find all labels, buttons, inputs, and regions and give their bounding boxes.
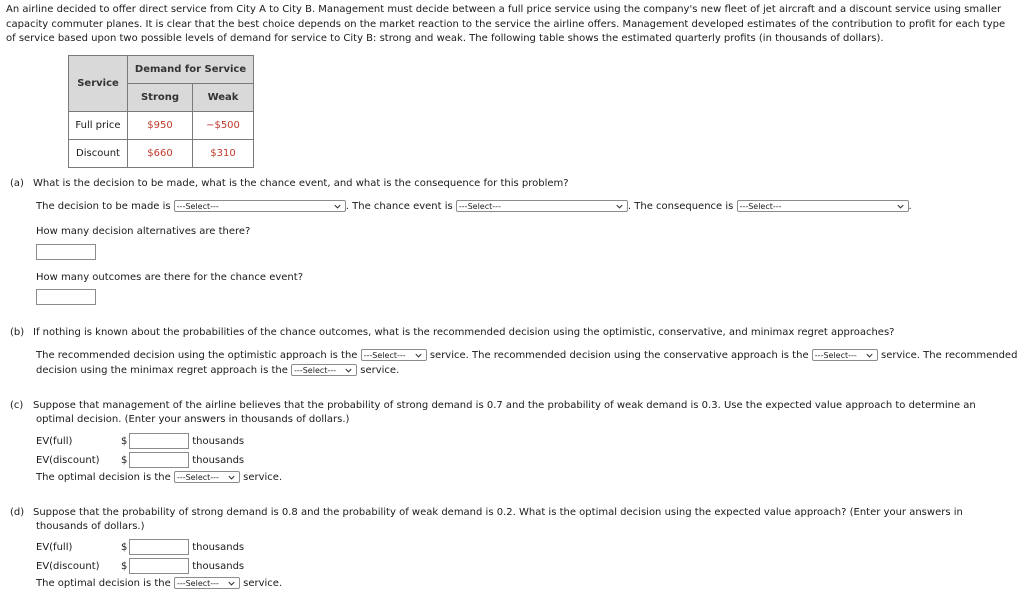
select-value: ---Select---	[176, 579, 219, 588]
chance-event-select[interactable]	[456, 200, 628, 212]
question-label: (d)	[10, 507, 25, 518]
decision-select[interactable]	[174, 200, 346, 212]
ev-full-input[interactable]	[129, 539, 189, 555]
alternatives-question: How many decision alternatives are there?	[36, 226, 251, 237]
conservative-prefix: service. The recommended decision using the conservative approach is the	[429, 350, 809, 361]
select-value: ---Select---	[739, 202, 782, 211]
answer-line-b2	[36, 364, 399, 378]
demand-header: Demand for Service	[128, 56, 254, 84]
optimistic-select[interactable]	[361, 349, 427, 361]
recommended-text: service. The recommended	[880, 350, 1018, 361]
question-text: Suppose that the probability of strong demand is 0.8 and the probability of weak demand is 0.2. What is the optimal decision using the expected value approach? (Enter your answers in	[33, 507, 963, 518]
question-text: What is the decision to be made, what is the chance event, and what is the consequence for this problem?	[33, 178, 569, 189]
minimax-select[interactable]	[291, 364, 357, 376]
outcomes-input[interactable]	[36, 289, 96, 305]
service-header: Service	[69, 56, 128, 112]
unit-label: thousands	[192, 561, 245, 572]
chevron-down-icon	[414, 351, 423, 360]
ev-discount-input[interactable]	[129, 452, 189, 468]
ev-discount-row	[36, 558, 244, 574]
problem-intro: An airline decided to offer direct service from City A to City B. Management must decide between a full price service using the company's new fleet of jet aircraft and a discount service using smaller capacity commuter planes. It is clear that the best choice depends on the market reaction to the service the airline offers. Management developed estimates of the contribution to profit for each type of service based upon two possible levels of demand for service to City B: strong and weak. The following table shows the estimated quarterly profits (in thousands of dollars).	[6, 4, 1006, 44]
answer-line-a	[36, 200, 912, 214]
ev-full-input[interactable]	[129, 433, 189, 449]
optimistic-prefix: The recommended decision using the optimistic approach is the	[36, 350, 358, 361]
sentence-end: .	[908, 201, 912, 212]
optimal-select-c[interactable]	[174, 471, 240, 483]
row-label: Discount	[69, 140, 128, 168]
payoff-table	[68, 55, 254, 168]
chevron-down-icon	[227, 579, 236, 588]
unit-label: thousands	[192, 436, 245, 447]
ev-discount-label: EV(discount)	[36, 455, 100, 466]
select-value: ---Select---	[363, 351, 406, 360]
question-label: (a)	[10, 178, 24, 189]
question-text: Suppose that management of the airline believes that the probability of strong demand is 0.7 and the probability of weak demand is 0.3. Use the expected value approach to determine an	[33, 400, 976, 411]
strong-header: Strong	[128, 84, 193, 112]
cell-value: −$500	[193, 112, 254, 140]
optimal-suffix: service.	[243, 472, 283, 483]
question-c	[10, 399, 976, 413]
ev-full-label: EV(full)	[36, 542, 73, 553]
currency-symbol: $	[121, 455, 128, 466]
cell-value: $660	[128, 140, 193, 168]
conservative-select[interactable]	[812, 349, 878, 361]
unit-label: thousands	[192, 455, 245, 466]
minimax-suffix: service.	[360, 365, 400, 376]
optimal-prefix: The optimal decision is the	[36, 472, 171, 483]
answer-line-b1	[36, 349, 1017, 363]
outcomes-question: How many outcomes are there for the chance event?	[36, 272, 303, 283]
decision-prefix: The decision to be made is	[36, 201, 171, 212]
ev-discount-label: EV(discount)	[36, 561, 100, 572]
currency-symbol: $	[121, 436, 128, 447]
optimal-select-d[interactable]	[174, 577, 240, 589]
cell-value: $310	[193, 140, 254, 168]
optimal-row-d	[36, 577, 282, 591]
currency-symbol: $	[121, 561, 128, 572]
currency-symbol: $	[121, 542, 128, 553]
chevron-down-icon	[344, 366, 353, 375]
question-label: (b)	[10, 327, 25, 338]
cell-value: $950	[128, 112, 193, 140]
consequence-prefix: . The consequence is	[627, 201, 734, 212]
question-d	[10, 506, 963, 520]
chevron-down-icon	[896, 202, 905, 211]
row-label: Full price	[69, 112, 128, 140]
ev-full-row	[36, 539, 244, 555]
chevron-down-icon	[615, 202, 624, 211]
weak-header: Weak	[193, 84, 254, 112]
select-value: ---Select---	[458, 202, 501, 211]
minimax-prefix: decision using the minimax regret approach is the	[36, 365, 288, 376]
chance-prefix: . The chance event is	[345, 201, 453, 212]
question-b	[10, 326, 894, 340]
question-label: (c)	[10, 400, 24, 411]
optimal-prefix: The optimal decision is the	[36, 578, 171, 589]
question-text-cont: thousands of dollars.)	[36, 521, 145, 532]
ev-discount-input[interactable]	[129, 558, 189, 574]
chevron-down-icon	[227, 473, 236, 482]
question-text-cont: optimal decision. (Enter your answers in thousands of dollars.)	[36, 414, 350, 425]
ev-discount-row	[36, 452, 244, 468]
table-row	[69, 140, 254, 168]
optimal-suffix: service.	[243, 578, 283, 589]
select-value: ---Select---	[294, 366, 337, 375]
question-text: If nothing is known about the probabilities of the chance outcomes, what is the recommended decision using the optimistic, conservative, and minimax regret approaches?	[33, 327, 895, 338]
chevron-down-icon	[333, 202, 342, 211]
select-value: ---Select---	[176, 473, 219, 482]
optimal-row-c	[36, 471, 282, 485]
ev-full-label: EV(full)	[36, 436, 73, 447]
unit-label: thousands	[192, 542, 245, 553]
select-value: ---Select---	[176, 202, 219, 211]
select-value: ---Select---	[814, 351, 857, 360]
chevron-down-icon	[865, 351, 874, 360]
consequence-select[interactable]	[737, 200, 909, 212]
question-a	[10, 177, 569, 191]
alternatives-input[interactable]	[36, 244, 96, 260]
table-row	[69, 112, 254, 140]
ev-full-row	[36, 433, 244, 449]
